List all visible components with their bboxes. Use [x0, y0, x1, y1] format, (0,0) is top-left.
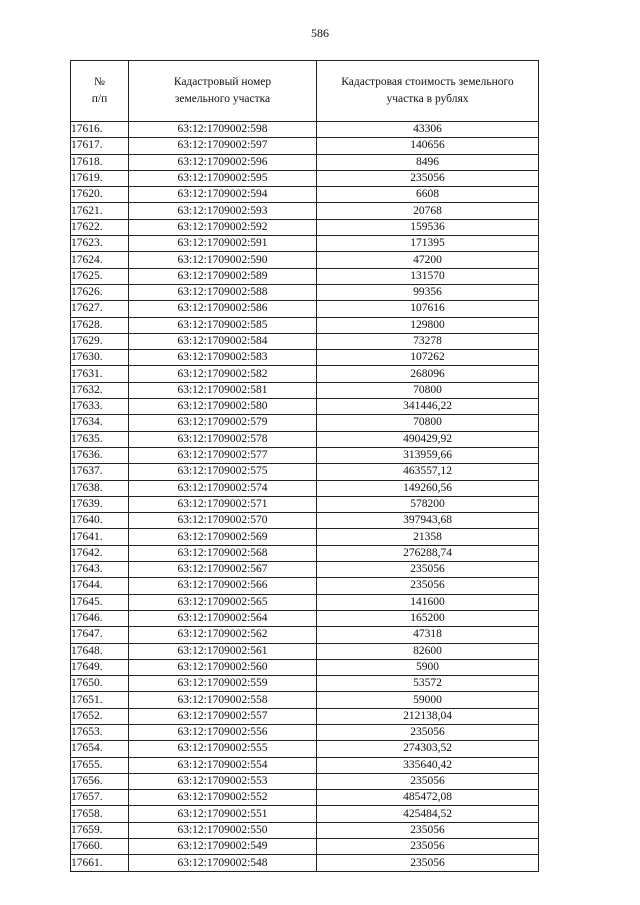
table-row	[71, 822, 539, 838]
cadastral-number-cell: 63:12:1709002:593	[129, 203, 317, 219]
row-number-cell: 17659.	[71, 822, 129, 838]
row-number-cell: 17616.	[71, 122, 129, 138]
cadastral-number-cell: 63:12:1709002:591	[129, 236, 317, 252]
cadastral-value-cell: 70800	[317, 415, 539, 431]
cadastral-value-cell: 341446,22	[317, 399, 539, 415]
row-number-cell: 17661.	[71, 855, 129, 871]
header-cadastral-line-1: Кадастровый номер	[173, 76, 272, 88]
header-number-line-2: п/п	[91, 93, 108, 105]
cadastral-number-cell: 63:12:1709002:556	[129, 724, 317, 740]
table-row	[71, 790, 539, 806]
row-number-cell: 17618.	[71, 154, 129, 170]
table-row	[71, 431, 539, 447]
table-row	[71, 496, 539, 512]
table-row	[71, 154, 539, 170]
table-row	[71, 399, 539, 415]
cadastral-number-cell: 63:12:1709002:596	[129, 154, 317, 170]
row-number-cell: 17623.	[71, 236, 129, 252]
cadastral-number-cell: 63:12:1709002:595	[129, 170, 317, 186]
cadastral-number-cell: 63:12:1709002:558	[129, 692, 317, 708]
table-row	[71, 301, 539, 317]
cadastral-number-cell: 63:12:1709002:559	[129, 676, 317, 692]
cadastral-number-cell: 63:12:1709002:562	[129, 627, 317, 643]
table-row	[71, 252, 539, 268]
table-row	[71, 203, 539, 219]
row-number-cell: 17627.	[71, 301, 129, 317]
row-number-cell: 17622.	[71, 219, 129, 235]
cadastral-number-cell: 63:12:1709002:569	[129, 529, 317, 545]
header-value-line-2: участка в рублях	[386, 93, 469, 105]
row-number-cell: 17642.	[71, 545, 129, 561]
cadastral-number-cell: 63:12:1709002:566	[129, 578, 317, 594]
cadastral-value-cell: 235056	[317, 170, 539, 186]
cadastral-value-cell: 70800	[317, 382, 539, 398]
cadastral-value-cell: 274303,52	[317, 741, 539, 757]
cadastral-value-cell: 21358	[317, 529, 539, 545]
row-number-cell: 17634.	[71, 415, 129, 431]
cadastral-value-cell: 43306	[317, 122, 539, 138]
cadastral-value-table	[70, 60, 539, 872]
cadastral-number-cell: 63:12:1709002:585	[129, 317, 317, 333]
row-number-cell: 17632.	[71, 382, 129, 398]
table-row	[71, 773, 539, 789]
cadastral-value-cell: 335640,42	[317, 757, 539, 773]
table-row	[71, 529, 539, 545]
cadastral-number-cell: 63:12:1709002:577	[129, 447, 317, 463]
cadastral-number-cell: 63:12:1709002:555	[129, 741, 317, 757]
cadastral-number-cell: 63:12:1709002:583	[129, 350, 317, 366]
table-row	[71, 236, 539, 252]
header-row	[71, 61, 539, 122]
cadastral-number-cell: 63:12:1709002:588	[129, 284, 317, 300]
cadastral-number-cell: 63:12:1709002:561	[129, 643, 317, 659]
row-number-cell: 17646.	[71, 610, 129, 626]
table-row	[71, 284, 539, 300]
table-row	[71, 741, 539, 757]
cadastral-number-cell: 63:12:1709002:586	[129, 301, 317, 317]
table-row	[71, 610, 539, 626]
cadastral-value-cell: 8496	[317, 154, 539, 170]
header-value-line-1: Кадастровая стоимость земельного	[341, 76, 514, 88]
table-row	[71, 806, 539, 822]
table-row	[71, 366, 539, 382]
row-number-cell: 17651.	[71, 692, 129, 708]
cadastral-number-cell: 63:12:1709002:578	[129, 431, 317, 447]
cadastral-number-cell: 63:12:1709002:553	[129, 773, 317, 789]
cadastral-value-cell: 107262	[317, 350, 539, 366]
table-row	[71, 317, 539, 333]
table-row	[71, 415, 539, 431]
row-number-cell: 17619.	[71, 170, 129, 186]
table-row	[71, 138, 539, 154]
header-cadastral-line-2: земельного участка	[174, 93, 271, 105]
cadastral-value-cell: 425484,52	[317, 806, 539, 822]
header-cadastral-value	[317, 61, 539, 122]
row-number-cell: 17621.	[71, 203, 129, 219]
cadastral-value-cell: 235056	[317, 773, 539, 789]
cadastral-number-cell: 63:12:1709002:551	[129, 806, 317, 822]
cadastral-value-cell: 99356	[317, 284, 539, 300]
row-number-cell: 17658.	[71, 806, 129, 822]
cadastral-number-cell: 63:12:1709002:580	[129, 399, 317, 415]
row-number-cell: 17635.	[71, 431, 129, 447]
cadastral-value-cell: 141600	[317, 594, 539, 610]
row-number-cell: 17630.	[71, 350, 129, 366]
cadastral-number-cell: 63:12:1709002:582	[129, 366, 317, 382]
cadastral-number-cell: 63:12:1709002:575	[129, 464, 317, 480]
cadastral-value-cell: 235056	[317, 839, 539, 855]
table-row	[71, 350, 539, 366]
table-row	[71, 578, 539, 594]
cadastral-value-cell: 171395	[317, 236, 539, 252]
cadastral-value-cell: 268096	[317, 366, 539, 382]
cadastral-number-cell: 63:12:1709002:574	[129, 480, 317, 496]
table-row	[71, 724, 539, 740]
cadastral-value-cell: 59000	[317, 692, 539, 708]
table-row	[71, 757, 539, 773]
cadastral-value-cell: 397943,68	[317, 513, 539, 529]
row-number-cell: 17636.	[71, 447, 129, 463]
row-number-cell: 17654.	[71, 741, 129, 757]
cadastral-number-cell: 63:12:1709002:557	[129, 708, 317, 724]
cadastral-number-cell: 63:12:1709002:570	[129, 513, 317, 529]
cadastral-number-cell: 63:12:1709002:584	[129, 333, 317, 349]
cadastral-value-cell: 490429,92	[317, 431, 539, 447]
cadastral-number-cell: 63:12:1709002:589	[129, 268, 317, 284]
cadastral-number-cell: 63:12:1709002:560	[129, 659, 317, 675]
cadastral-number-cell: 63:12:1709002:568	[129, 545, 317, 561]
cadastral-number-cell: 63:12:1709002:581	[129, 382, 317, 398]
cadastral-number-cell: 63:12:1709002:598	[129, 122, 317, 138]
cadastral-number-cell: 63:12:1709002:549	[129, 839, 317, 855]
table-row	[71, 122, 539, 138]
row-number-cell: 17620.	[71, 187, 129, 203]
header-number	[71, 61, 129, 122]
cadastral-value-cell: 165200	[317, 610, 539, 626]
cadastral-value-cell: 212138,04	[317, 708, 539, 724]
table-row	[71, 170, 539, 186]
cadastral-number-cell: 63:12:1709002:565	[129, 594, 317, 610]
row-number-cell: 17625.	[71, 268, 129, 284]
cadastral-number-cell: 63:12:1709002:564	[129, 610, 317, 626]
row-number-cell: 17660.	[71, 839, 129, 855]
cadastral-value-cell: 235056	[317, 855, 539, 871]
table-row	[71, 268, 539, 284]
row-number-cell: 17628.	[71, 317, 129, 333]
table-row	[71, 480, 539, 496]
header-number-line-1: №	[94, 76, 105, 88]
cadastral-number-cell: 63:12:1709002:594	[129, 187, 317, 203]
row-number-cell: 17649.	[71, 659, 129, 675]
row-number-cell: 17624.	[71, 252, 129, 268]
cadastral-value-cell: 159536	[317, 219, 539, 235]
cadastral-value-cell: 140656	[317, 138, 539, 154]
cadastral-value-cell: 235056	[317, 562, 539, 578]
table-header	[71, 61, 539, 122]
cadastral-value-cell: 463557,12	[317, 464, 539, 480]
cadastral-value-cell: 131570	[317, 268, 539, 284]
cadastral-value-cell: 129800	[317, 317, 539, 333]
row-number-cell: 17629.	[71, 333, 129, 349]
table-row	[71, 464, 539, 480]
table-row	[71, 839, 539, 855]
table-row	[71, 627, 539, 643]
table-row	[71, 447, 539, 463]
row-number-cell: 17645.	[71, 594, 129, 610]
cadastral-number-cell: 63:12:1709002:552	[129, 790, 317, 806]
table-row	[71, 333, 539, 349]
row-number-cell: 17641.	[71, 529, 129, 545]
table-body	[71, 122, 539, 872]
row-number-cell: 17631.	[71, 366, 129, 382]
cadastral-value-cell: 82600	[317, 643, 539, 659]
table-row	[71, 187, 539, 203]
row-number-cell: 17640.	[71, 513, 129, 529]
cadastral-number-cell: 63:12:1709002:554	[129, 757, 317, 773]
cadastral-value-cell: 5900	[317, 659, 539, 675]
row-number-cell: 17626.	[71, 284, 129, 300]
table-row	[71, 594, 539, 610]
cadastral-value-cell: 235056	[317, 724, 539, 740]
table-row	[71, 659, 539, 675]
cadastral-value-cell: 107616	[317, 301, 539, 317]
row-number-cell: 17644.	[71, 578, 129, 594]
cadastral-value-cell: 485472,08	[317, 790, 539, 806]
table-row	[71, 855, 539, 871]
row-number-cell: 17647.	[71, 627, 129, 643]
cadastral-number-cell: 63:12:1709002:579	[129, 415, 317, 431]
cadastral-value-cell: 235056	[317, 822, 539, 838]
cadastral-value-cell: 235056	[317, 578, 539, 594]
row-number-cell: 17648.	[71, 643, 129, 659]
cadastral-value-cell: 149260,56	[317, 480, 539, 496]
cadastral-value-cell: 47318	[317, 627, 539, 643]
row-number-cell: 17639.	[71, 496, 129, 512]
cadastral-value-cell: 73278	[317, 333, 539, 349]
cadastral-value-cell: 313959,66	[317, 447, 539, 463]
header-cadastral-number	[129, 61, 317, 122]
table-row	[71, 545, 539, 561]
row-number-cell: 17652.	[71, 708, 129, 724]
row-number-cell: 17617.	[71, 138, 129, 154]
table-row	[71, 676, 539, 692]
cadastral-value-cell: 276288,74	[317, 545, 539, 561]
table-row	[71, 513, 539, 529]
row-number-cell: 17656.	[71, 773, 129, 789]
cadastral-number-cell: 63:12:1709002:548	[129, 855, 317, 871]
cadastral-value-cell: 53572	[317, 676, 539, 692]
cadastral-number-cell: 63:12:1709002:597	[129, 138, 317, 154]
cadastral-value-cell: 6608	[317, 187, 539, 203]
cadastral-number-cell: 63:12:1709002:592	[129, 219, 317, 235]
table-row	[71, 708, 539, 724]
row-number-cell: 17637.	[71, 464, 129, 480]
cadastral-number-cell: 63:12:1709002:571	[129, 496, 317, 512]
row-number-cell: 17653.	[71, 724, 129, 740]
cadastral-value-cell: 47200	[317, 252, 539, 268]
table-row	[71, 562, 539, 578]
row-number-cell: 17650.	[71, 676, 129, 692]
table-row	[71, 382, 539, 398]
cadastral-value-cell: 20768	[317, 203, 539, 219]
table-row	[71, 219, 539, 235]
row-number-cell: 17643.	[71, 562, 129, 578]
row-number-cell: 17633.	[71, 399, 129, 415]
cadastral-number-cell: 63:12:1709002:567	[129, 562, 317, 578]
row-number-cell: 17655.	[71, 757, 129, 773]
page-number: 586	[311, 26, 329, 40]
cadastral-number-cell: 63:12:1709002:590	[129, 252, 317, 268]
row-number-cell: 17657.	[71, 790, 129, 806]
row-number-cell: 17638.	[71, 480, 129, 496]
table-row	[71, 692, 539, 708]
table-row	[71, 643, 539, 659]
cadastral-value-cell: 578200	[317, 496, 539, 512]
cadastral-number-cell: 63:12:1709002:550	[129, 822, 317, 838]
